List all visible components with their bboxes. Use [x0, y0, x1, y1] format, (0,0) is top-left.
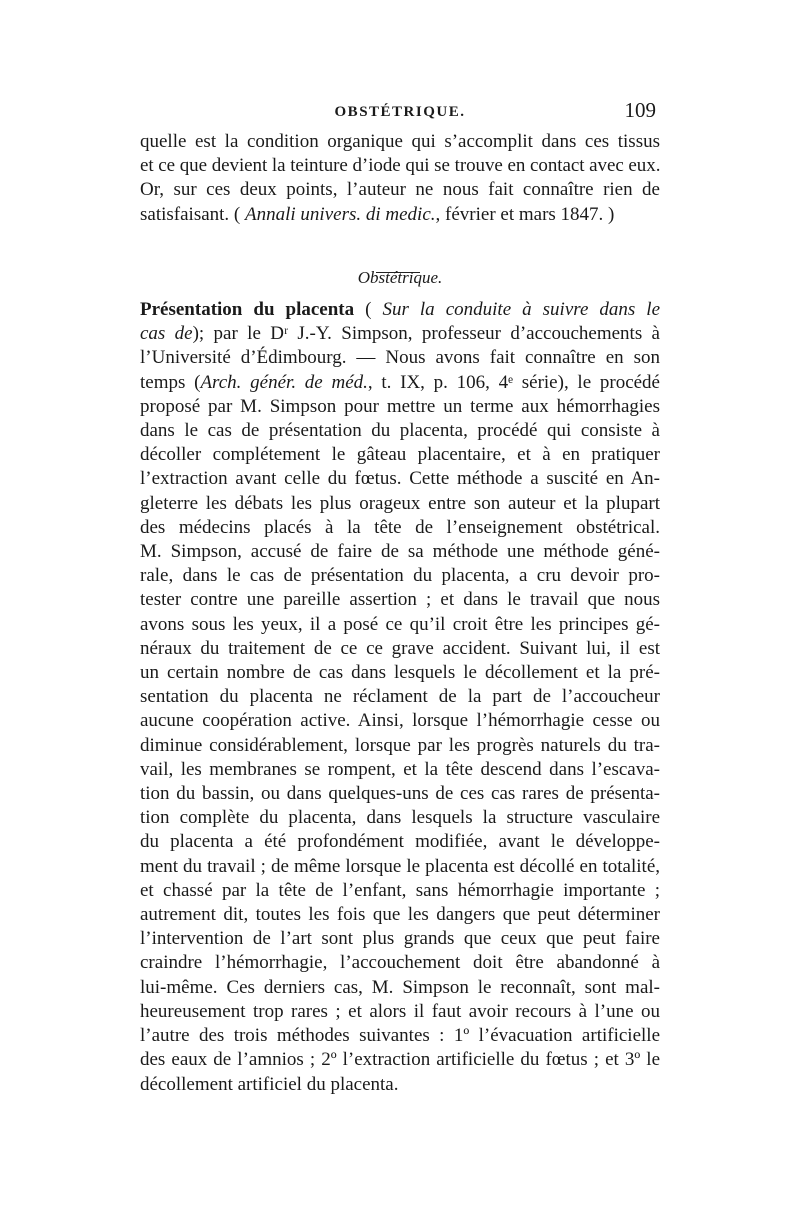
text-line: tester contre une pareille assertion ; et dans le travail que nous	[140, 589, 660, 611]
text-line: Présentation du placenta ( Sur la conduite à suivre dans le	[140, 299, 661, 320]
text-line: tion du bassin, ou dans quelques-uns de ces cas rares de présenta-	[140, 783, 660, 805]
text-line: Or, sur ces deux points, l’auteur ne nous fait connaître rien de	[140, 179, 660, 201]
citation-prefix: satisfaisant. (	[140, 203, 246, 225]
article-paragraph	[140, 298, 660, 1097]
text-line: proposé par M. Simpson pour mettre un terme aux hémorrhagies	[140, 395, 660, 417]
section-title	[140, 268, 660, 292]
text-line: heureusement trop rares ; et alors il faut avoir recours à l’une ou	[140, 1000, 660, 1022]
reference-journal: Arch. génér. de méd.	[200, 371, 368, 393]
journal-citation: Annali univers. di medic.	[245, 203, 436, 225]
article-heading: Présentation du placenta	[140, 299, 355, 320]
text-line	[140, 203, 660, 227]
reference-prefix: temps (	[140, 371, 201, 393]
text-line: décollement artificiel du placenta.	[140, 1073, 399, 1095]
text-line: l’extraction avant celle du fœtus. Cette méthode a suscité en An-	[140, 468, 660, 490]
text-line: aucune coopération active. Ainsi, lorsque l’hémorrhagie cesse ou	[140, 710, 660, 732]
section-title-text: Obstétrique.	[357, 268, 443, 287]
intro-paragraph	[140, 130, 660, 227]
text-line: l’Université d’Édimbourg. — Nous avons fait connaître en son	[140, 347, 660, 369]
text-line: ment du travail ; de même lorsque le placenta est décollé en totalité,	[140, 855, 660, 877]
text-line: néraux du traitement de ce ce grave accident. Suivant lui, il est	[140, 637, 660, 659]
reference-suffix: , t. IX, p. 106, 4ᵉ série), le procédé	[367, 371, 660, 393]
article-subtitle: Sur la conduite à suivre dans le	[382, 299, 661, 320]
text-line: et chassé par la tête de l’enfant, sans hémorrhagie importante ;	[140, 879, 660, 901]
text-line: quelle est la condition organique qui s’accomplit dans ces tissus	[140, 131, 660, 152]
text-line: diminue considérablement, lorsque par les progrès naturels du tra-	[140, 734, 660, 756]
article-subtitle-end: cas de	[140, 323, 193, 345]
page-number: 109	[624, 98, 656, 122]
text-line: avons sous les yeux, il a posé ce qu’il croit être les principes gé-	[140, 613, 660, 635]
running-title: OBSTÉTRIQUE.	[334, 104, 466, 120]
text-line: vail, les membranes se rompent, et la tête descend dans l’escava-	[140, 758, 660, 780]
text-line: rale, dans le cas de présentation du placenta, a cru devoir pro-	[140, 565, 660, 587]
text-line: lui-même. Ces derniers cas, M. Simpson le reconnaît, sont mal-	[140, 976, 660, 998]
text-line: du placenta a été profondément modifiée, avant le développe-	[140, 831, 660, 853]
text-line: craindre l’hémorrhagie, l’accouchement doit être abandonné à	[140, 952, 660, 974]
citation-suffix: , février et mars 1847. )	[435, 203, 615, 225]
text-line: l’autre des trois méthodes suivantes : 1º l’évacuation artificielle	[140, 1025, 660, 1047]
running-head	[140, 96, 660, 126]
text-line: des médecins placés à la tête de l’enseignement obstétrical.	[140, 516, 660, 538]
text-line: décoller complétement le gâteau placentaire, et à en pratiquer	[140, 444, 660, 466]
text-line: dans le cas de présentation du placenta, procédé qui consiste à	[140, 420, 660, 442]
text-line: gleterre les débats les plus orageux entre son auteur et la plupart	[140, 492, 660, 514]
author-credit: ); par le Dʳ J.-Y. Simpson, professeur d’accouchements à	[192, 323, 660, 345]
text-line: et ce que devient la teinture d’iode qui se trouve en contact avec eux.	[140, 155, 661, 177]
text-line: tion complète du placenta, dans lesquels la structure vasculaire	[140, 807, 660, 829]
text-line	[140, 322, 660, 346]
text-line: M. Simpson, accusé de faire de sa méthode une méthode géné-	[140, 541, 660, 563]
text-line: autrement dit, toutes les fois que les dangers que peut déterminer	[140, 904, 660, 926]
text-line	[140, 371, 660, 395]
text-line: des eaux de l’amnios ; 2º l’extraction artificielle du fœtus ; et 3º le	[140, 1049, 660, 1071]
text-line: l’intervention de l’art sont plus grands que ceux que peut faire	[140, 928, 660, 950]
text-line: sentation du placenta ne réclament de la part de l’accoucheur	[140, 686, 660, 708]
text-line: un certain nombre de cas dans lesquels le décollement et la pré-	[140, 662, 660, 684]
